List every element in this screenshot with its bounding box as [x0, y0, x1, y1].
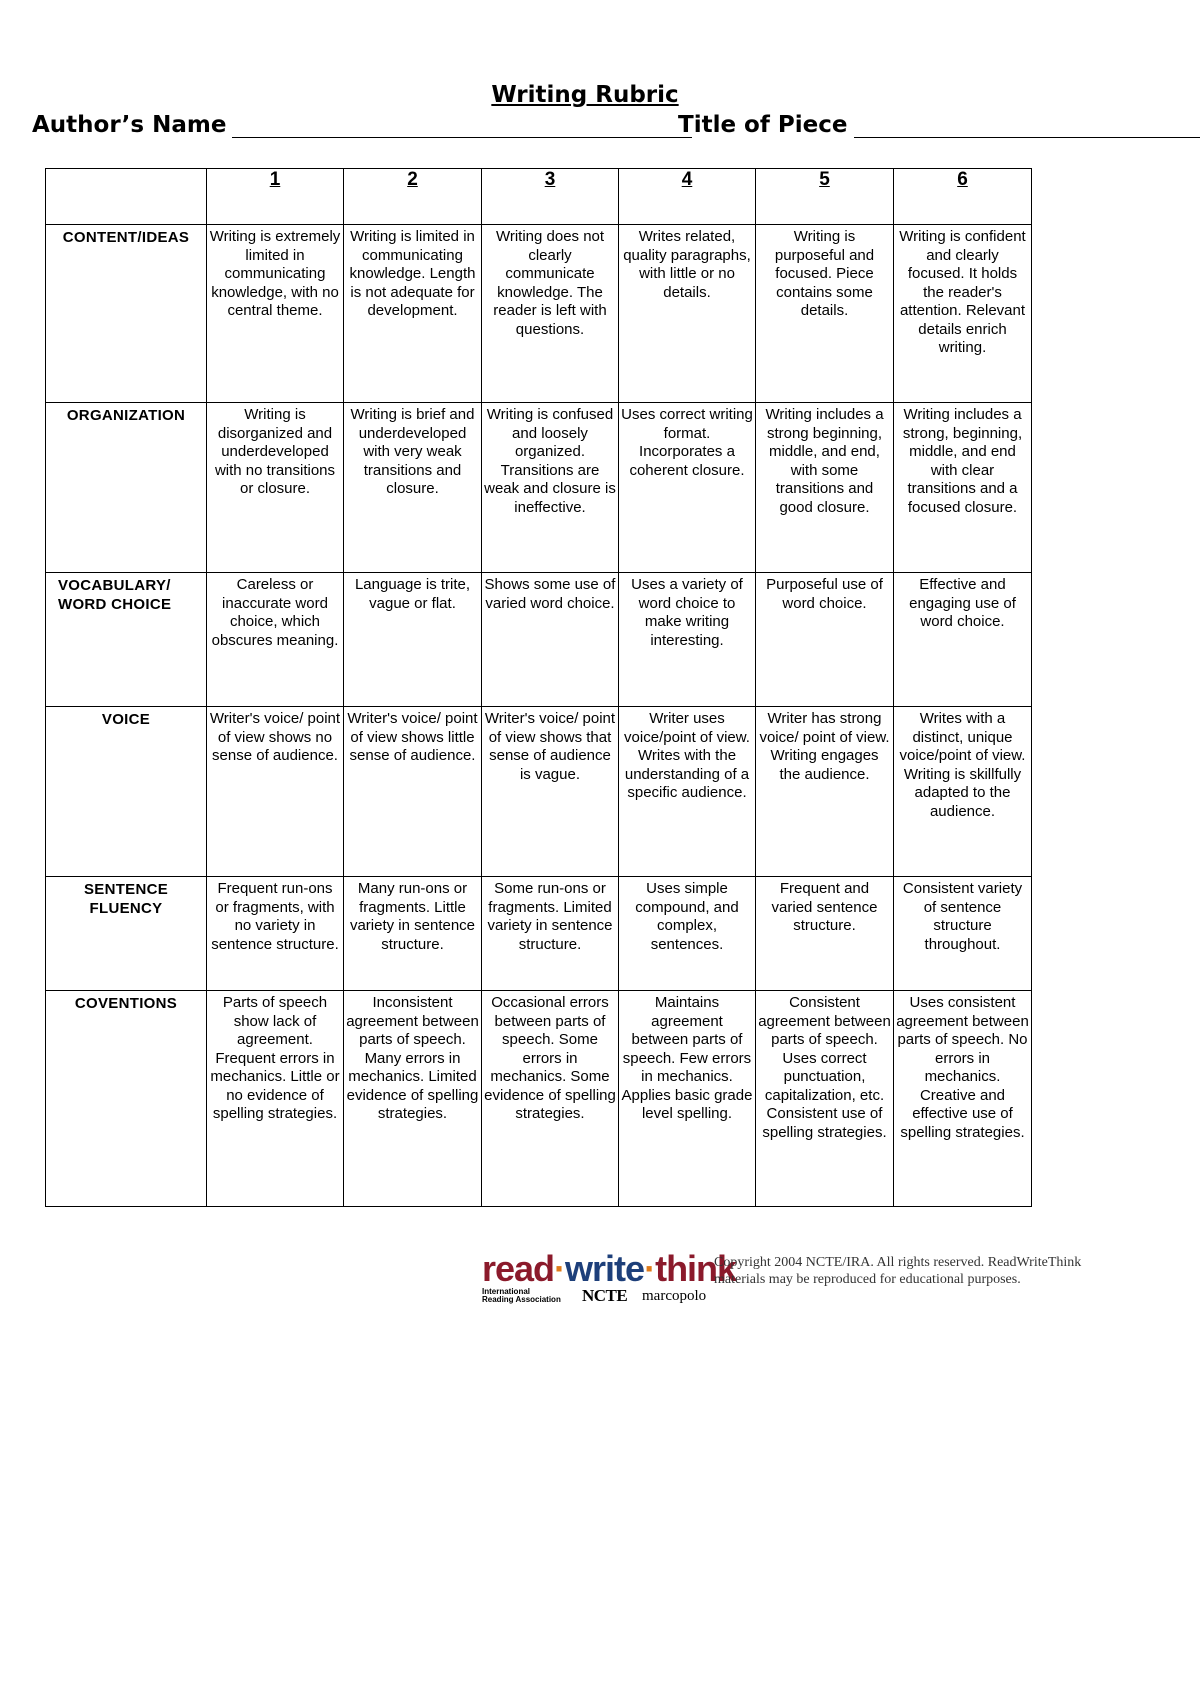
logo-word-write: write	[565, 1248, 645, 1289]
rubric-cell: Uses correct writing format. Incorporates a coherent closure.	[619, 403, 756, 573]
ira-logo-line: International	[482, 1287, 531, 1296]
score-header-1: 1	[207, 169, 344, 225]
row-label-vocabulary-word-choice: VOCABULARY/ WORD CHOICE	[46, 573, 207, 707]
rubric-cell: Writing is disorganized and underdeveloped with no transitions or closure.	[207, 403, 344, 573]
logo-word-read: read	[482, 1248, 555, 1289]
copyright-notice: Copyright 2004 NCTE/IRA. All rights reserved. ReadWriteThink materials may be reproduced for educational purposes.	[714, 1255, 1082, 1287]
ira-logo	[482, 1288, 561, 1304]
title-of-piece-line	[854, 137, 1200, 138]
rubric-cell: Writing is confused and loosely organized. Transitions are weak and closure is ineffective.	[482, 403, 619, 573]
rubric-cell: Writes related, quality paragraphs, with little or no details.	[619, 225, 756, 403]
rubric-row-sentence-fluency	[46, 877, 1032, 991]
rubric-cell: Occasional errors between parts of speech. Some errors in mechanics. Some evidence of spelling strategies.	[482, 991, 619, 1207]
rubric-row-voice	[46, 707, 1032, 877]
writing-rubric-table	[45, 168, 1032, 1207]
rubric-cell: Writer's voice/ point of view shows that sense of audience is vague.	[482, 707, 619, 877]
rubric-cell: Writer has strong voice/ point of view. Writing engages the audience.	[756, 707, 894, 877]
header-corner-cell	[46, 169, 207, 225]
rubric-cell: Maintains agreement between parts of speech. Few errors in mechanics. Applies basic grade level spelling.	[619, 991, 756, 1207]
rubric-cell: Frequent run-ons or fragments, with no variety in sentence structure.	[207, 877, 344, 991]
rubric-cell: Writing is purposeful and focused. Piece contains some details.	[756, 225, 894, 403]
score-header-3: 3	[482, 169, 619, 225]
rubric-cell: Frequent and varied sentence structure.	[756, 877, 894, 991]
rubric-cell: Writing includes a strong beginning, middle, and end, with some transitions and good closure.	[756, 403, 894, 573]
row-label-organization: ORGANIZATION	[46, 403, 207, 573]
rubric-cell: Writing is brief and underdeveloped with very weak transitions and closure.	[344, 403, 482, 573]
row-label-conventions: COVENTIONS	[46, 991, 207, 1207]
score-header-row	[46, 169, 1032, 225]
rubric-row-organization	[46, 403, 1032, 573]
rubric-cell: Uses simple compound, and complex, sentences.	[619, 877, 756, 991]
logo-dot: ·	[554, 1248, 566, 1289]
rubric-cell: Writing includes a strong, beginning, middle, and end with clear transitions and a focused closure.	[894, 403, 1032, 573]
rubric-cell: Writer uses voice/point of view. Writes with the understanding of a specific audience.	[619, 707, 756, 877]
logo-dot: ·	[644, 1248, 656, 1289]
score-header-6: 6	[894, 169, 1032, 225]
score-header-4: 4	[619, 169, 756, 225]
rubric-cell: Parts of speech show lack of agreement. Frequent errors in mechanics. Little or no evidence of spelling strategies.	[207, 991, 344, 1207]
rubric-row-conventions	[46, 991, 1032, 1207]
score-header-2: 2	[344, 169, 482, 225]
rubric-cell: Consistent variety of sentence structure throughout.	[894, 877, 1032, 991]
readwritethink-footer	[482, 1248, 1122, 1308]
rubric-cell: Uses a variety of word choice to make writing interesting.	[619, 573, 756, 707]
row-label-voice: VOICE	[46, 707, 207, 877]
title-of-piece-label: Title of Piece	[678, 112, 848, 138]
rubric-cell: Writing is limited in communicating knowledge. Length is not adequate for development.	[344, 225, 482, 403]
author-name-label: Author’s Name	[32, 112, 227, 138]
score-header-5: 5	[756, 169, 894, 225]
rubric-cell: Careless or inaccurate word choice, which obscures meaning.	[207, 573, 344, 707]
marcopolo-logo: marcopolo	[642, 1288, 707, 1304]
rubric-cell: Consistent agreement between parts of speech. Uses correct punctuation, capitalization, etc. Consistent use of spelling strategies.	[756, 991, 894, 1207]
rubric-cell: Writer's voice/ point of view shows little sense of audience.	[344, 707, 482, 877]
document-title: Writing Rubric	[491, 82, 679, 108]
rubric-cell: Writing does not clearly communicate knowledge. The reader is left with questions.	[482, 225, 619, 403]
rubric-row-vocabulary	[46, 573, 1032, 707]
rubric-cell: Purposeful use of word choice.	[756, 573, 894, 707]
rubric-cell: Inconsistent agreement between parts of speech. Many errors in mechanics. Limited evidence of spelling strategies.	[344, 991, 482, 1207]
rubric-cell: Writer's voice/ point of view shows no sense of audience.	[207, 707, 344, 877]
rubric-cell: Effective and engaging use of word choice.	[894, 573, 1032, 707]
rubric-cell: Writing is confident and clearly focused. It holds the reader's attention. Relevant details enrich writing.	[894, 225, 1032, 403]
author-name-line	[232, 137, 692, 138]
row-label-content-ideas: CONTENT/IDEAS	[46, 225, 207, 403]
rubric-cell: Some run-ons or fragments. Limited variety in sentence structure.	[482, 877, 619, 991]
rubric-cell: Many run-ons or fragments. Little variety in sentence structure.	[344, 877, 482, 991]
header-fields	[32, 112, 1200, 142]
rubric-cell: Language is trite, vague or flat.	[344, 573, 482, 707]
rubric-row-content-ideas	[46, 225, 1032, 403]
readwritethink-logo	[482, 1248, 736, 1290]
rubric-cell: Uses consistent agreement between parts of speech. No errors in mechanics. Creative and effective use of spelling strategies.	[894, 991, 1032, 1207]
rubric-cell: Writing is extremely limited in communicating knowledge, with no central theme.	[207, 225, 344, 403]
ira-logo-line: Reading Association	[482, 1295, 561, 1304]
rubric-cell: Shows some use of varied word choice.	[482, 573, 619, 707]
ncte-logo: NCTE	[582, 1286, 628, 1305]
logo-word-think: think	[655, 1248, 737, 1289]
partner-logos	[482, 1288, 712, 1310]
row-label-sentence-fluency: SENTENCE FLUENCY	[46, 877, 207, 991]
rubric-cell: Writes with a distinct, unique voice/point of view. Writing is skillfully adapted to the audience.	[894, 707, 1032, 877]
